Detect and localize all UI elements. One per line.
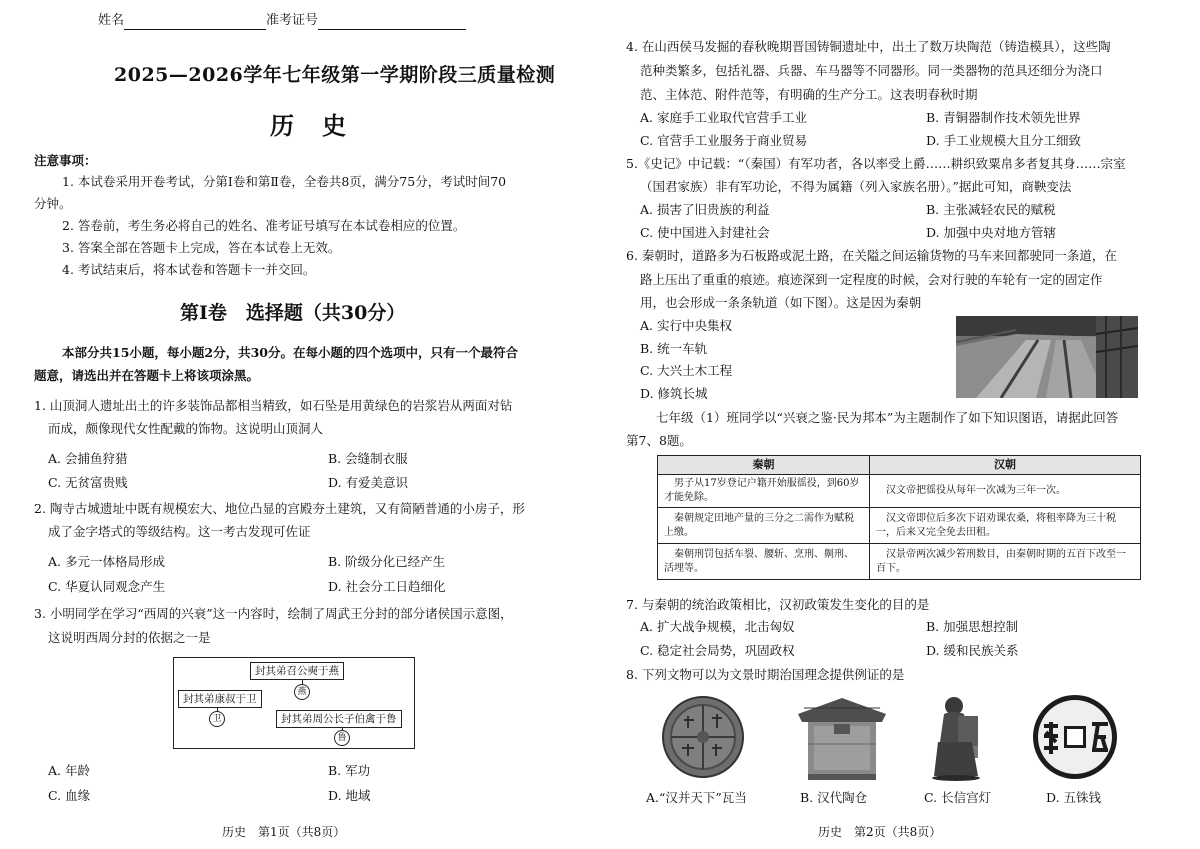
exam-header	[98, 12, 466, 30]
note-1-line-2: 分钟。	[34, 196, 72, 211]
table-header-qin: 秦朝	[658, 456, 870, 475]
artifact-gongdeng-image[interactable]	[930, 692, 986, 782]
q7-option-d[interactable]: D. 缓和民族关系	[926, 643, 1019, 658]
note-1-line-1: 1. 本试卷采用开卷考试，分第Ⅰ卷和第Ⅱ卷，全卷共8页，满分75分，考试时间70	[62, 174, 507, 189]
exam-title: 2025—2026学年七年级第一学期阶段三质量检测	[114, 64, 556, 86]
q4-option-c[interactable]: C. 官营手工业服务于商业贸易	[640, 133, 808, 148]
q8-option-b[interactable]: B. 汉代陶仓	[800, 790, 868, 805]
q6-stem-line-2: 路上压出了重重的痕迹。痕迹深到一定程度的时候，会对行驶的车轮有一定的固定作	[640, 272, 1103, 287]
q1-option-c[interactable]: C. 无贫富贵贱	[48, 475, 128, 490]
table-row	[658, 544, 1141, 580]
q1-option-b[interactable]: B. 会缝制衣服	[328, 451, 408, 466]
q3-option-a[interactable]: A. 年龄	[48, 763, 90, 778]
name-label: 姓名	[98, 13, 125, 28]
q8-stem: 8. 下列文物可以为文景时期治国理念提供例证的是	[626, 667, 905, 682]
q6-option-a[interactable]: A. 实行中央集权	[640, 318, 732, 333]
table-row	[658, 475, 1141, 508]
table-cell: 汉文帝把徭役从每年一次减为三年一次。	[870, 475, 1141, 508]
table-cell: 秦朝规定田地产量的三分之二需作为赋税上缴。	[658, 508, 870, 544]
q6-option-b[interactable]: B. 统一车轨	[640, 341, 708, 356]
q3-option-b[interactable]: B. 军功	[328, 763, 371, 778]
note-2: 2. 答卷前，考生务必将自己的姓名、准考证号填写在本试卷相应的位置。	[62, 218, 466, 233]
diagram-box-lu: 封其弟周公长子伯禽于鲁	[276, 710, 402, 728]
diagram-circle-yan: 燕	[294, 684, 310, 700]
q3-option-c[interactable]: C. 血缘	[48, 788, 91, 803]
intro-7-8-line-2: 第7、8题。	[626, 433, 692, 448]
q5-option-b[interactable]: B. 主张减轻农民的赋税	[926, 202, 1056, 217]
artifact-taocang-image[interactable]	[794, 694, 890, 782]
q2-option-c[interactable]: C. 华夏认同观念产生	[48, 579, 166, 594]
q2-stem-line-2: 成了金字塔式的等级结构。这一考古发现可佐证	[48, 524, 311, 539]
q5-option-a[interactable]: A. 损害了旧贵族的利益	[640, 202, 770, 217]
table-cell: 汉景帝两次减少笞刑数目，由秦朝时期的五百下改至一百下。	[870, 544, 1141, 580]
q5-stem-line-2: （国君家族）非有军功论，不得为属籍（列入家族名册）。”据此可知，商鞅变法	[640, 179, 1072, 194]
q7-option-b[interactable]: B. 加强思想控制	[926, 619, 1019, 634]
table-header-row	[658, 456, 1141, 475]
footer-page-2: 历史 第2页（共8页）	[818, 825, 942, 839]
granary-icon	[794, 694, 890, 782]
exam-subject: 历史	[270, 111, 374, 140]
q8-option-d[interactable]: D. 五铢钱	[1046, 790, 1102, 805]
table-row	[658, 508, 1141, 544]
q1-option-a[interactable]: A. 会捕鱼狩猎	[48, 451, 128, 466]
lamp-icon	[930, 692, 986, 782]
q3-stem-line-2: 这说明西周分封的依据之一是	[48, 630, 211, 645]
fenfeng-diagram	[173, 657, 415, 749]
q3-option-d[interactable]: D. 地域	[328, 788, 371, 803]
q8-option-c[interactable]: C. 长信宫灯	[924, 790, 992, 805]
section-title: 第Ⅰ卷 选择题（共30分）	[180, 302, 406, 324]
footer-page-1: 历史 第1页（共8页）	[222, 825, 346, 839]
note-3: 3. 答案全部在答题卡上完成，答在本试卷上无效。	[62, 240, 341, 255]
q6-option-d[interactable]: D. 修筑长城	[640, 386, 708, 401]
diagram-circle-lu: 鲁	[334, 730, 350, 746]
q6-stem-line-1: 6. 秦朝时，道路多为石板路或泥土路，在关隘之间运输货物的马车来回都驶同一条道，在	[626, 248, 1117, 263]
artifact-wuzhu-image[interactable]	[1030, 692, 1120, 782]
q2-option-a[interactable]: A. 多元一体格局形成	[48, 554, 165, 569]
q1-stem-line-2: 而成，颇像现代女性配戴的饰物。这说明山顶洞人	[48, 421, 324, 436]
q6-stem-line-3: 用，也会形成一条条轨道（如下图）。这是因为秦朝	[640, 295, 922, 310]
table-cell: 秦朝刑罚包括车裂、腰斩、烹刑、劓刑、活埋等。	[658, 544, 870, 580]
diagram-circle-wei: 卫	[209, 711, 225, 727]
q4-stem-line-3: 范、主体范、附件范等，有明确的生产分工。这表明春秋时期	[640, 87, 978, 102]
table-cell: 汉文帝即位后多次下诏劝课农桑，将租率降为三十税一，后来又完全免去田租。	[870, 508, 1141, 544]
intro-7-8-line-1: 七年级（1）班同学以“兴衰之鉴·民为邦本”为主题制作了如下知识图语，请据此回答	[656, 410, 1119, 425]
notes-heading: 注意事项：	[34, 153, 97, 168]
q7-stem: 7. 与秦朝的统治政策相比，汉初政策发生变化的目的是	[626, 597, 930, 612]
instructions-line-1: 本部分共15小题，每小题2分，共30分。在每小题的四个选项中，只有一个最符合	[62, 345, 518, 360]
ticket-label: 准考证号	[266, 13, 319, 28]
diagram-box-yan: 封其弟召公奭于燕	[250, 662, 344, 680]
road-rut-illustration	[956, 316, 1138, 398]
q6-option-c[interactable]: C. 大兴土木工程	[640, 363, 733, 378]
q4-stem-line-2: 范种类繁多，包括礼器、兵器、车马器等不同器形。同一类器物的范具还细分为浇口	[640, 63, 1103, 78]
q1-option-d[interactable]: D. 有爱美意识	[328, 475, 409, 490]
q1-stem-line-1: 1. 山顶洞人遗址出土的许多装饰品都相当精致，如石坠是用黄绿色的岩浆岩从两面对钻	[34, 398, 513, 413]
name-blank[interactable]	[124, 16, 266, 30]
q4-option-b[interactable]: B. 青铜器制作技术领先世界	[926, 110, 1081, 125]
knowledge-table	[657, 455, 1141, 580]
table-cell: 男子从17岁登记户籍开始服徭役，到60岁才能免除。	[658, 475, 870, 508]
q2-option-b[interactable]: B. 阶级分化已经产生	[328, 554, 446, 569]
q4-option-a[interactable]: A. 家庭手工业取代官营手工业	[640, 110, 807, 125]
q7-option-a[interactable]: A. 扩大战争规模，北击匈奴	[640, 619, 795, 634]
coin-icon	[1030, 692, 1120, 782]
q3-stem-line-1: 3. 小明同学在学习“西周的兴衰”这一内容时，绘制了周武王分封的部分诸侯国示意图，	[34, 606, 513, 621]
instructions-line-2: 题意，请选出并在答题卡上将该项涂黑。	[34, 368, 260, 383]
q4-option-d[interactable]: D. 手工业规模大且分工细致	[926, 133, 1082, 148]
note-4: 4. 考试结束后，将本试卷和答题卡一并交回。	[62, 262, 316, 277]
page-right	[600, 0, 1200, 849]
road-rut-photo	[956, 316, 1138, 398]
q5-option-d[interactable]: D. 加强中央对地方管辖	[926, 225, 1057, 240]
q2-option-d[interactable]: D. 社会分工日趋细化	[328, 579, 446, 594]
q8-option-a[interactable]: A.“汉并天下”瓦当	[646, 790, 747, 805]
q5-stem-line-1: 5.《史记》中记载：“（秦国）有军功者，各以率受上爵……耕织致粟帛多者复其身……宗室	[626, 156, 1126, 171]
table-header-han: 汉朝	[870, 456, 1141, 475]
q5-option-c[interactable]: C. 使中国进入封建社会	[640, 225, 770, 240]
q7-option-c[interactable]: C. 稳定社会局势，巩固政权	[640, 643, 795, 658]
artifact-wadang-image[interactable]	[660, 694, 746, 780]
wadang-icon	[660, 694, 746, 780]
diagram-box-wei: 封其弟康叔于卫	[178, 690, 262, 708]
ticket-blank[interactable]	[318, 16, 466, 30]
q2-stem-line-1: 2. 陶寺古城遗址中既有规模宏大、地位凸显的宫殿夯土建筑，又有简陋普通的小房子，形	[34, 501, 525, 516]
q4-stem-line-1: 4. 在山西侯马发掘的春秋晚期晋国铸铜遗址中，出土了数万块陶范（铸造模具），这些陶	[626, 39, 1111, 54]
